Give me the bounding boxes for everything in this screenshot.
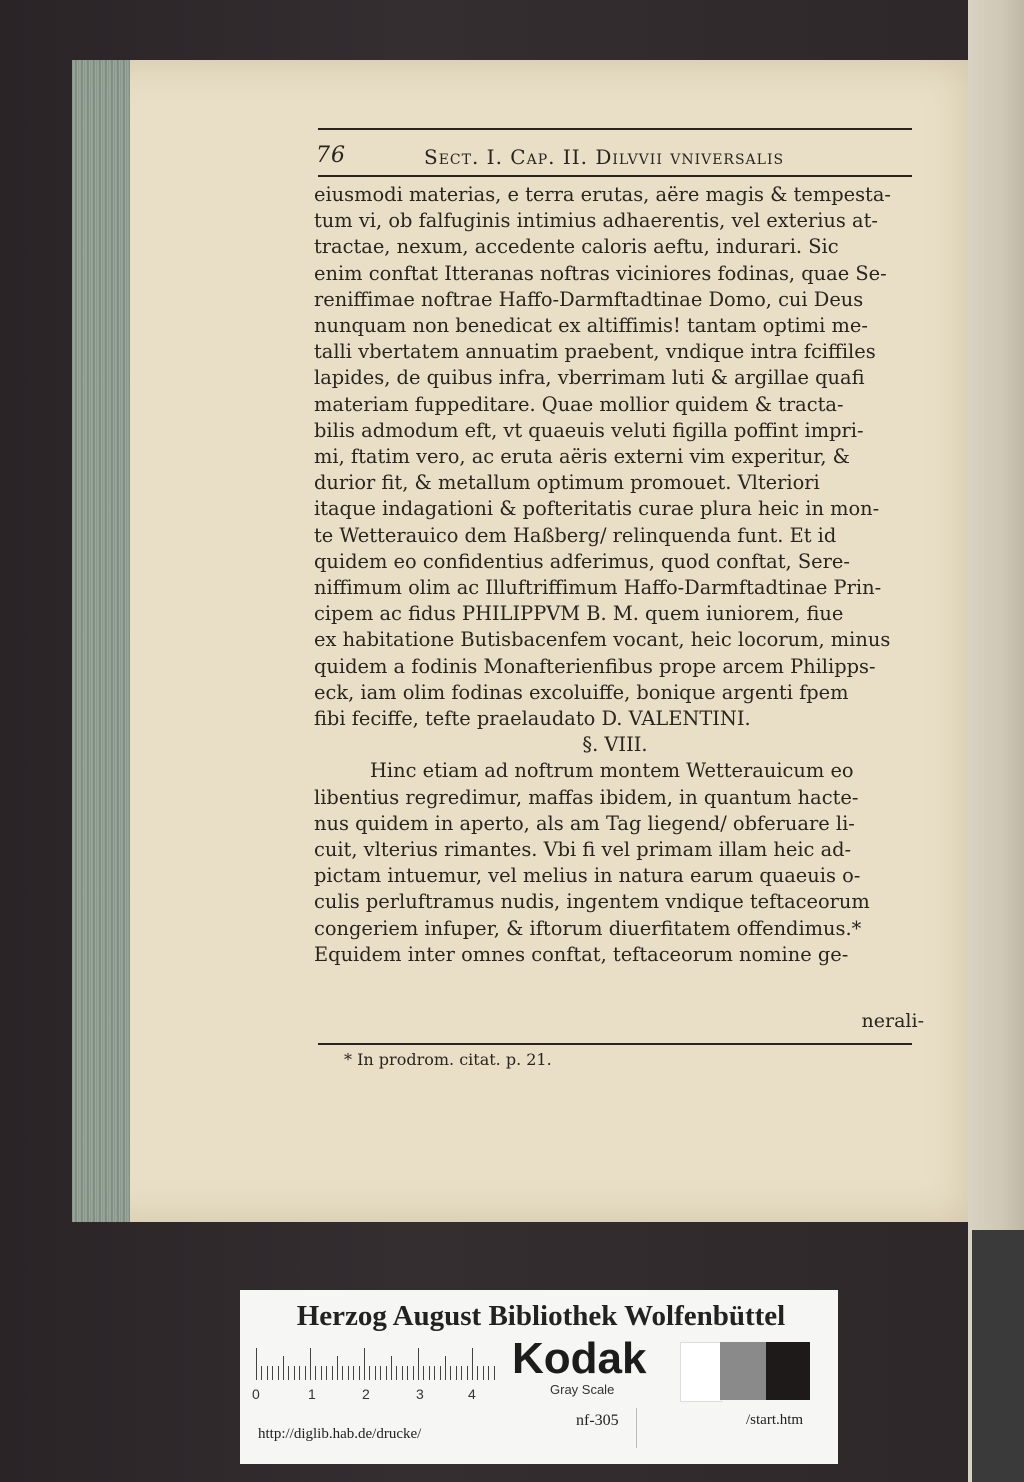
measurement-ruler: [256, 1346, 500, 1380]
ruler-tick: [310, 1348, 311, 1380]
label-divider: [636, 1408, 637, 1448]
header-rule-bottom: [318, 175, 912, 177]
ruler-tick: [418, 1348, 419, 1380]
ruler-tick: [261, 1366, 262, 1380]
gray-scale-patches: [680, 1342, 810, 1400]
running-head-title: Sect. I. Cap. II. Dilvvii vniversalis: [424, 145, 785, 169]
paragraph-1: [314, 182, 916, 732]
ruler-tick: [483, 1366, 484, 1380]
label-url-left: http://diglib.hab.de/drucke/: [258, 1426, 422, 1442]
text-line: nunquam non benedicat ex altiffimis! tantam optimi me-: [314, 314, 868, 338]
ruler-numbers: [252, 1386, 492, 1406]
ruler-tick: [434, 1366, 435, 1380]
text-line: nus quidem in aperto, als am Tag liegend/ obferuare li-: [314, 811, 855, 835]
section-heading: §. VIII.: [582, 733, 648, 757]
page-number: 76: [316, 143, 346, 168]
ruler-tick: [386, 1366, 387, 1380]
text-line: culis perluftramus nudis, ingentem vndique teftaceorum: [314, 890, 870, 914]
ruler-tick: [477, 1366, 478, 1380]
ruler-tick: [353, 1366, 354, 1380]
ruler-number: 3: [416, 1386, 424, 1402]
gray-patch: [720, 1342, 766, 1400]
ruler-tick: [445, 1356, 446, 1380]
text-line: bilis admodum eft, vt quaeuis veluti figilla poffint impri-: [314, 418, 864, 442]
ruler-tick: [413, 1366, 414, 1380]
ruler-tick: [348, 1366, 349, 1380]
ruler-tick: [278, 1366, 279, 1380]
text-line: talli vbertatem annuatim praebent, vndique intra fciffiles: [314, 340, 876, 364]
text-line: fibi feciffe, tefte praelaudato D. VALENTINI.: [314, 707, 751, 731]
text-line: durior fit, & metallum optimum promouet. Vlteriori: [314, 471, 820, 495]
text-line: Hinc etiam ad noftrum montem Wetterauicum eo: [370, 759, 854, 783]
gray-scale-caption: Gray Scale: [550, 1382, 615, 1397]
kodak-logo: Kodak: [512, 1334, 647, 1383]
shelf-code: nf-305: [576, 1412, 619, 1429]
catchword: nerali-: [861, 1010, 924, 1032]
text-line: lapides, de quibus infra, vberrimam luti & argillae quafi: [314, 366, 865, 390]
ruler-tick: [332, 1366, 333, 1380]
header-rule-top: [318, 128, 912, 130]
ruler-number: 2: [362, 1386, 370, 1402]
ruler-tick: [359, 1366, 360, 1380]
ruler-tick: [369, 1366, 370, 1380]
ruler-tick: [288, 1366, 289, 1380]
text-line: congeriem infuper, & iftorum diuerfitatem offendimus.*: [314, 916, 862, 940]
text-line: cipem ac fidus PHILIPPVM B. M. quem iuniorem, fiue: [314, 602, 844, 626]
ruler-tick: [488, 1366, 489, 1380]
library-scan-label: [240, 1290, 838, 1464]
ruler-tick: [337, 1356, 338, 1380]
text-line: niffimum olim ac Illuftriffimum Haffo-Darmftadtinae Prin-: [314, 576, 882, 600]
paragraph-2: [314, 758, 916, 968]
ruler-tick: [456, 1366, 457, 1380]
ruler-tick: [467, 1366, 468, 1380]
ruler-tick: [342, 1366, 343, 1380]
text-line: Equidem inter omnes conftat, teftaceorum nomine ge-: [314, 942, 849, 966]
ruler-tick: [461, 1366, 462, 1380]
text-line: quidem eo confidentius adferimus, quod conftat, Sere-: [314, 549, 850, 573]
text-line: te Wetterauico dem Haßberg/ relinquenda funt. Et id: [314, 523, 837, 547]
ruler-tick: [321, 1366, 322, 1380]
text-line: tractae, nexum, accedente caloris aeftu, indurari. Sic: [314, 235, 839, 259]
ruler-tick: [423, 1366, 424, 1380]
ruler-tick: [450, 1366, 451, 1380]
ruler-tick: [380, 1366, 381, 1380]
ruler-tick: [294, 1366, 295, 1380]
ruler-tick: [391, 1356, 392, 1380]
ruler-tick: [396, 1366, 397, 1380]
text-line: libentius regredimur, maffas ibidem, in quantum hacte-: [314, 785, 859, 809]
text-line: eck, iam olim fodinas excoluiffe, bonique argenti fpem: [314, 680, 849, 704]
ruler-tick: [402, 1366, 403, 1380]
ruler-number: 4: [468, 1386, 476, 1402]
text-line: eiusmodi materias, e terra erutas, aëre magis & tempesta-: [314, 183, 891, 206]
ruler-tick: [299, 1366, 300, 1380]
ruler-tick: [429, 1366, 430, 1380]
text-line: materiam fuppeditare. Quae mollior quidem & tracta-: [314, 392, 844, 416]
footnote: * In prodrom. citat. p. 21.: [344, 1050, 552, 1069]
ruler-tick: [364, 1348, 365, 1380]
gray-patch: [766, 1342, 810, 1400]
text-line: quidem a fodinis Monafterienfibus prope arcem Philipps-: [314, 654, 876, 678]
text-line: pictam intuemur, vel melius in natura earum quaeuis o-: [314, 864, 861, 888]
main-text-block: [314, 182, 916, 968]
library-title: Herzog August Bibliothek Wolfenbüttel: [296, 1300, 786, 1332]
footnote-rule: [318, 1043, 912, 1045]
running-head: [316, 143, 916, 173]
text-line: reniffimae noftrae Haffo-Darmftadtinae Domo, cui Deus: [314, 287, 864, 311]
ruler-tick: [472, 1348, 473, 1380]
text-line: ex habitatione Butisbacenfem vocant, heic locorum, minus: [314, 628, 891, 652]
ruler-tick: [256, 1348, 257, 1380]
gray-patch: [680, 1342, 722, 1402]
page-gutter-strip: [72, 60, 130, 1222]
ruler-tick: [305, 1366, 306, 1380]
label-url-right: /start.htm: [746, 1412, 804, 1428]
text-line: cuit, vlterius rimantes. Vbi fi vel primam illam heic ad-: [314, 838, 852, 862]
text-line: mi, ftatim vero, ac eruta aëris externi vim experitur, &: [314, 445, 850, 469]
ruler-tick: [283, 1356, 284, 1380]
ruler-tick: [267, 1366, 268, 1380]
text-line: tum vi, ob falfuginis intimius adhaerentis, vel exterius at-: [314, 209, 878, 233]
adjacent-page-shadow: [972, 1230, 1024, 1482]
ruler-tick: [440, 1366, 441, 1380]
ruler-tick: [315, 1366, 316, 1380]
ruler-tick: [326, 1366, 327, 1380]
ruler-number: 0: [252, 1386, 260, 1402]
ruler-tick: [494, 1366, 495, 1380]
text-line: enim conftat Itteranas noftras viciniores fodinas, quae Se-: [314, 261, 887, 285]
ruler-tick: [375, 1366, 376, 1380]
ruler-tick: [407, 1366, 408, 1380]
ruler-tick: [272, 1366, 273, 1380]
ruler-number: 1: [308, 1386, 316, 1402]
text-line: itaque indagationi & pofteritatis curae plura heic in mon-: [314, 497, 880, 521]
